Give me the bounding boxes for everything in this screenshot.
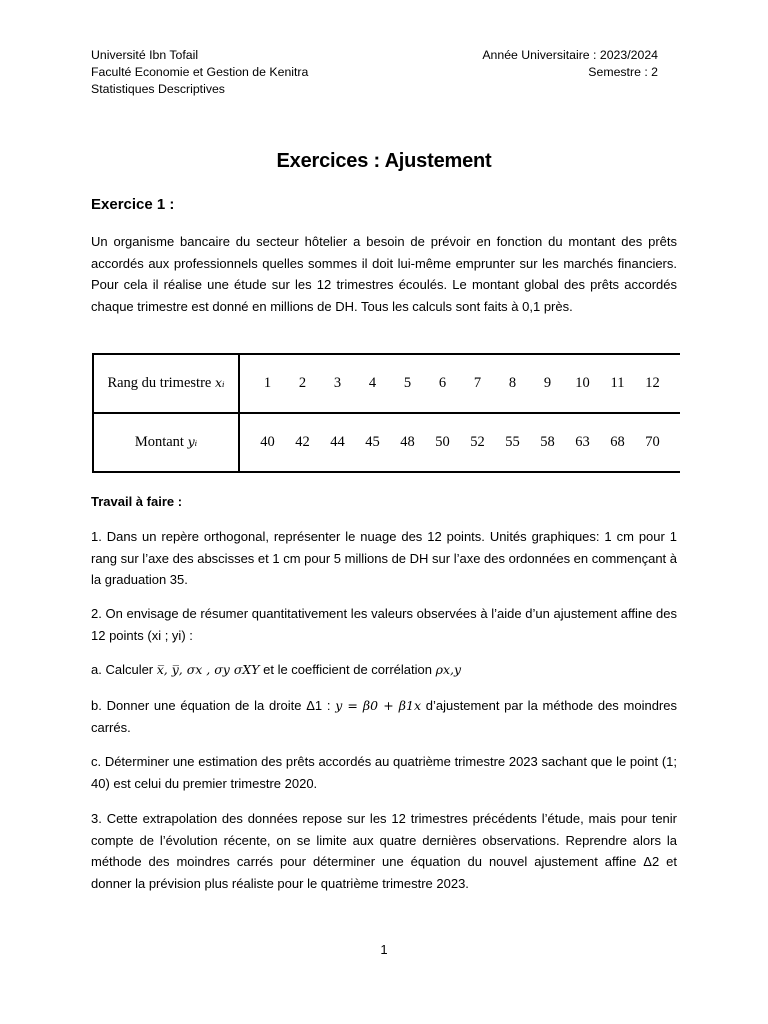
table-cell: 5 xyxy=(403,375,412,391)
question-2a-middle: et le coefficient de corrélation xyxy=(259,662,436,677)
table-cell: 44 xyxy=(330,434,345,450)
exercise-title: Exercice 1 : xyxy=(91,196,175,213)
table-cell: 1 xyxy=(263,375,272,391)
table-cell: 52 xyxy=(470,434,485,450)
rank-label-cell xyxy=(93,354,239,413)
table-cell: 50 xyxy=(435,434,450,450)
statistics-formula: x̅, y̅, σx , σy σXY xyxy=(156,662,260,677)
table-cell: 70 xyxy=(645,434,660,450)
correlation-symbol: ρx,y xyxy=(435,662,462,677)
amount-values-cell xyxy=(239,413,680,472)
table-cell: 42 xyxy=(295,434,310,450)
header-right xyxy=(482,47,658,81)
question-2a xyxy=(91,659,677,681)
table-cell: 2 xyxy=(298,375,307,391)
table-cell: 11 xyxy=(610,375,625,391)
table-cell: 6 xyxy=(438,375,447,391)
amount-label-cell xyxy=(93,413,239,472)
data-table xyxy=(92,353,680,473)
academic-year: Année Universitaire : 2023/2024 xyxy=(482,48,658,62)
table-cell: 7 xyxy=(473,375,482,391)
table-row-amount xyxy=(93,413,680,472)
question-1: 1. Dans un repère orthogonal, représenter le nuage des 12 points. Unités graphiques: 1 cm pour 1 rang sur l’axe des abscisses et 1 cm pour 5 millions de DH sur l’axe des ordonnées en commençant à la graduation 35. xyxy=(91,529,678,588)
table-cell: 55 xyxy=(505,434,520,450)
table-cell: 48 xyxy=(400,434,415,450)
header-left xyxy=(91,47,308,98)
faculty-name: Faculté Economie et Gestion de Kenitra xyxy=(91,65,309,79)
exercise-intro: Un organisme bancaire du secteur hôtelier a besoin de prévoir en fonction du montant des prêts accordés aux professionnels quelles sommes il doit lui-même emprunter sur les marchés financiers. Pour cela il réalise une étude sur les 12 trimestres écoulés. Le montant global des prêts accordés chaque trimestre est donné en millions de DH. Tous les calculs sont faits à 0,1 près. xyxy=(91,234,677,314)
regression-equation: y = β0 + β1x xyxy=(335,698,421,713)
table-cell: 4 xyxy=(368,375,377,391)
rank-variable: xᵢ xyxy=(214,375,225,390)
semester: Semestre : 2 xyxy=(588,65,658,79)
page-number: 1 xyxy=(380,942,388,957)
question-2c: c. Déterminer une estimation des prêts accordés au quatrième trimestre 2023 sachant que le point (1; 40) est celui du premier trimestre 2020. xyxy=(91,754,677,791)
question-2a-prefix: a. Calculer xyxy=(91,662,157,677)
amount-variable: yᵢ xyxy=(187,434,198,449)
work-title: Travail à faire : xyxy=(91,494,183,509)
rank-values-cell xyxy=(239,354,680,413)
table-cell: 8 xyxy=(508,375,517,391)
rank-label: Rang du trimestre xyxy=(107,375,215,391)
university-name: Université Ibn Tofail xyxy=(91,48,199,62)
table-row-rank xyxy=(93,354,680,413)
course-name: Statistiques Descriptives xyxy=(91,82,225,96)
table-cell: 3 xyxy=(333,375,342,391)
question-2b xyxy=(91,695,677,738)
question-2b-suffix: d’ajustement par la méthode des moindres carrés. xyxy=(91,698,677,735)
question-3: 3. Cette extrapolation des données repose sur les 12 trimestres précédents l’étude, mais pour tenir compte de l’évolution récente, on se limite aux quatre dernières observations. Reprendre alors la méthode des moindres carrés pour déterminer une équation du nouvel ajustement affine Δ2 et donner la prévision plus réaliste pour le quatrième trimestre 2023. xyxy=(91,811,677,891)
page-title: Exercices : Ajustement xyxy=(276,150,492,172)
table-cell: 58 xyxy=(540,434,555,450)
table-cell: 45 xyxy=(365,434,380,450)
table-cell: 9 xyxy=(543,375,552,391)
table-cell: 68 xyxy=(610,434,625,450)
amount-label: Montant xyxy=(134,434,188,450)
table-cell: 10 xyxy=(575,375,590,391)
table-cell: 63 xyxy=(575,434,590,450)
question-2b-prefix: b. Donner une équation de la droite Δ1 : xyxy=(91,698,336,713)
question-2: 2. On envisage de résumer quantitativement les valeurs observées à l’aide d’un ajustement affine des 12 points (xi ; yi) : xyxy=(91,606,677,643)
table-cell: 12 xyxy=(645,375,660,391)
table-cell: 40 xyxy=(260,434,275,450)
